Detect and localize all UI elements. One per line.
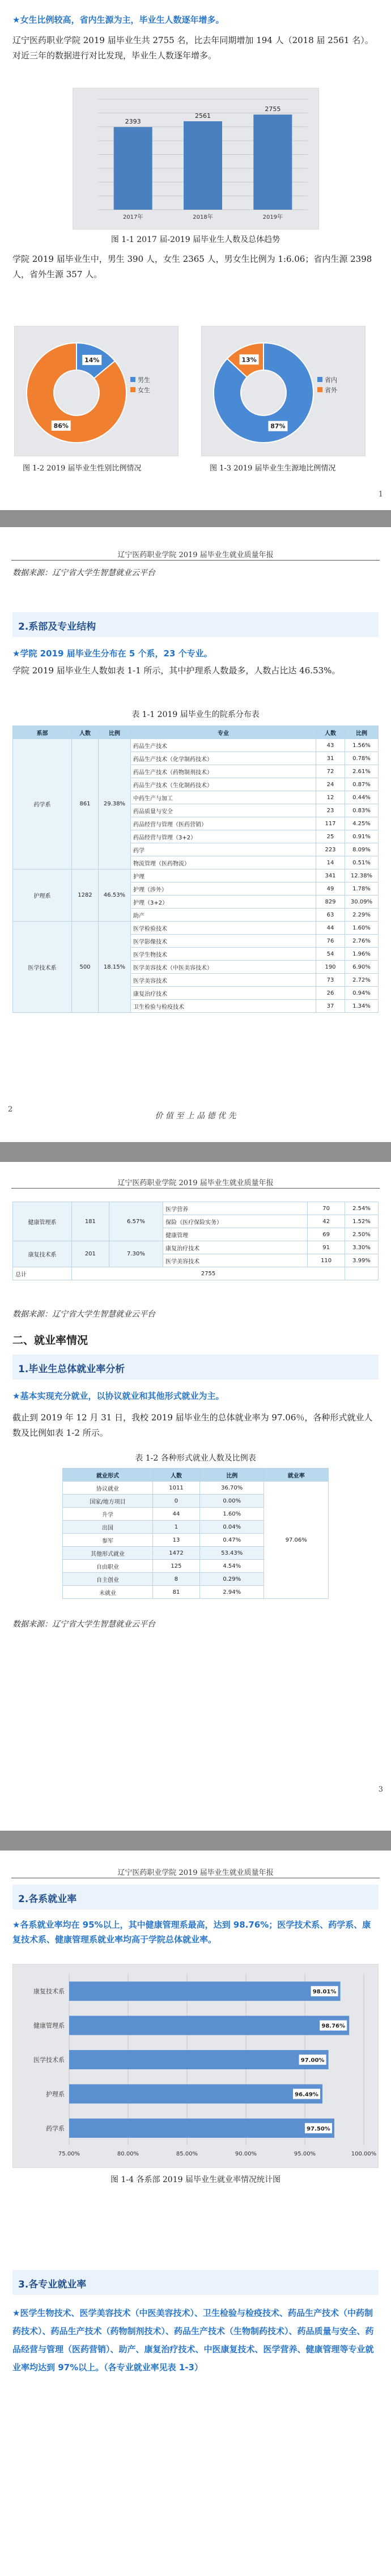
- cell-major: 物流管理（医药物流）: [131, 856, 316, 869]
- cell-major-count: 43: [316, 739, 345, 752]
- school-motto-signature: 价 值 至 上 品 德 优 先: [155, 1111, 236, 1121]
- page-3: [0, 1162, 391, 1831]
- cell-major-count: 37: [316, 1000, 345, 1013]
- table-1-1-caption: 表 1-1 2019 届毕业生的院系分布表: [131, 710, 260, 719]
- cell-count: 181: [72, 1202, 109, 1241]
- cell-count: 1: [153, 1521, 200, 1534]
- cell-ratio: 1.60%: [199, 1508, 264, 1521]
- cell-major: 卫生检验与检疫技术: [131, 1000, 316, 1013]
- cell-count: 500: [72, 922, 99, 1013]
- x-tick-label: 95.00%: [294, 2151, 316, 2157]
- cell-major: 药品质量与安全: [131, 804, 316, 817]
- bar: [69, 2084, 322, 2103]
- total-blank: [345, 1267, 379, 1280]
- cell-count: 1472: [153, 1547, 200, 1560]
- cell-major-ratio: 1.60%: [345, 922, 379, 935]
- dept-table: [12, 725, 379, 1013]
- cell-ratio: 2.94%: [199, 1586, 264, 1599]
- cell-major: 药品生产技术（生化制药技术）: [131, 778, 316, 791]
- cell-major-ratio: 0.91%: [345, 830, 379, 843]
- header-rule: [11, 1188, 380, 1189]
- page-4: [0, 1851, 391, 2576]
- cell-major-count: 110: [308, 1254, 345, 1267]
- x-tick-label: 2018年: [193, 214, 213, 220]
- cell-ratio: 18.15%: [99, 922, 131, 1013]
- x-tick-label: 2019年: [262, 214, 283, 220]
- cell-dept: 康复技术系: [13, 1241, 72, 1267]
- cell-major-count: 49: [316, 882, 345, 896]
- cell-overall-rate: 97.06%: [264, 1482, 329, 1599]
- y-category-label: 康复技术系: [33, 1988, 65, 1996]
- cell-major-count: 223: [316, 843, 345, 856]
- section-title: 2.系部及专业结构: [18, 621, 96, 633]
- page-gap: [0, 510, 391, 527]
- section-title: 2.各系就业率: [18, 1894, 77, 1905]
- overall-paragraph: 截止到 2019 年 12 月 31 日，我校 2019 届毕业生的总体就业率为 97.06％，各种形式就业人数及比例如表 1-2 所示。: [12, 1412, 373, 1438]
- cell-count: 13: [153, 1534, 200, 1547]
- table-row: [13, 922, 379, 935]
- cell-major-count: 91: [308, 1241, 345, 1254]
- cell-major-count: 25: [316, 830, 345, 843]
- slice-label: 13%: [241, 356, 257, 364]
- table-row: [13, 1241, 379, 1254]
- cell-major: 保险（医疗保险实务）: [163, 1215, 308, 1228]
- cell-count: 861: [72, 739, 99, 869]
- cell-ratio: 0.29%: [199, 1573, 264, 1586]
- data-source: 数据来源：辽宁省大学生智慧就业云平台: [12, 1310, 155, 1319]
- cell-ratio: 7.30%: [109, 1241, 163, 1267]
- cell-major-ratio: 1.96%: [345, 948, 379, 961]
- cell-major: 药品生产技术: [131, 739, 316, 752]
- gender-pie-chart: [14, 326, 178, 456]
- th-form: 就业形式: [63, 1469, 153, 1482]
- bar: [184, 121, 222, 210]
- cell-major: 药品生产技术（药物制剂技术）: [131, 765, 316, 778]
- cell-major-ratio: 2.50%: [345, 1228, 379, 1241]
- cell-major-ratio: 6.90%: [345, 961, 379, 974]
- employment-form-table: [62, 1468, 329, 1599]
- cell-major-count: 117: [316, 817, 345, 830]
- cell-major-ratio: 1.56%: [345, 739, 379, 752]
- legend-in-province: 省内: [325, 376, 337, 384]
- cell-count: 125: [153, 1560, 200, 1573]
- section-title: 1.毕业生总体就业率分析: [18, 1364, 125, 1375]
- data-source: 数据来源：辽宁省大学生智慧就业云平台: [12, 1620, 155, 1629]
- cell-major: 医学生物技术: [131, 948, 316, 961]
- cell-dept: 护理系: [13, 869, 72, 922]
- cell-major: 护理: [131, 869, 316, 882]
- bar: [69, 2016, 349, 2035]
- bar-value-label: 96.49%: [295, 2091, 318, 2098]
- cell-major-ratio: 2.76%: [345, 935, 379, 948]
- table-header-row: [13, 726, 379, 739]
- cell-ratio: 0.00%: [199, 1495, 264, 1508]
- table-row: [13, 1202, 379, 1215]
- cell-ratio: 36.70%: [199, 1482, 264, 1495]
- total-label: 总计: [13, 1267, 72, 1280]
- th-major-count: 人数: [316, 726, 345, 739]
- cell-count: 201: [72, 1241, 109, 1267]
- y-category-label: 护理系: [46, 2090, 65, 2098]
- cell-major-count: 72: [316, 765, 345, 778]
- cell-ratio: 46.53%: [99, 869, 131, 922]
- total-value: 2755: [72, 1267, 345, 1280]
- x-tick-label: 75.00%: [58, 2151, 80, 2157]
- page-2: [0, 527, 391, 1142]
- cell-major-ratio: 0.51%: [345, 856, 379, 869]
- cell-count: 81: [153, 1586, 200, 1599]
- cell-form: 参军: [63, 1534, 153, 1547]
- cell-major-count: 44: [316, 922, 345, 935]
- cell-major-ratio: 4.25%: [345, 817, 379, 830]
- dept-highlight: ★学院 2019 届毕业生分布在 5 个系，23 个专业。: [12, 648, 212, 659]
- cell-ratio: 4.54%: [199, 1560, 264, 1573]
- page-number: 3: [378, 1785, 383, 1794]
- cell-major: 医学美容技术（中医美容技术）: [131, 961, 316, 974]
- cell-major: 医学美容技术: [131, 974, 316, 987]
- cell-count: 0: [153, 1495, 200, 1508]
- cell-major: 医学影像技术: [131, 935, 316, 948]
- legend-swatch-in: [317, 377, 322, 382]
- cell-ratio: 0.04%: [199, 1521, 264, 1534]
- bar-value-label: 2561: [195, 112, 211, 120]
- slice-label: 87%: [270, 422, 286, 430]
- cell-major-ratio: 8.09%: [345, 843, 379, 856]
- section-title: 3.各专业就业率: [18, 2279, 87, 2290]
- cell-major: 医学美容技术: [163, 1254, 308, 1267]
- bar: [114, 127, 152, 210]
- legend-out-province: 省外: [325, 387, 337, 394]
- cell-major-ratio: 2.54%: [345, 1202, 379, 1215]
- cell-major-ratio: 3.99%: [345, 1254, 379, 1267]
- cell-major-count: 341: [316, 869, 345, 882]
- page-number: 2: [8, 1105, 13, 1114]
- cell-major-count: 190: [316, 961, 345, 974]
- dept-table-continued: [12, 1202, 379, 1280]
- cell-major-count: 42: [308, 1215, 345, 1228]
- cell-major-ratio: 2.29%: [345, 909, 379, 922]
- running-header: 辽宁医药职业学院 2019 届毕业生就业质量年报: [117, 551, 274, 559]
- cell-major-count: 31: [316, 752, 345, 765]
- cell-major-count: 76: [316, 935, 345, 948]
- cell-major-ratio: 0.83%: [345, 804, 379, 817]
- cell-major-ratio: 0.78%: [345, 752, 379, 765]
- bar-value-label: 97.50%: [307, 2125, 330, 2132]
- bar: [253, 114, 292, 210]
- y-category-label: 医学技术系: [33, 2056, 65, 2064]
- cell-form: 未就业: [63, 1586, 153, 1599]
- figure-1-2-caption: 图 1-2 2019 届毕业生性别比例情况: [23, 464, 142, 473]
- cell-major-ratio: 3.30%: [345, 1241, 379, 1254]
- page-gap: [0, 1142, 391, 1162]
- cell-major-count: 69: [308, 1228, 345, 1241]
- cell-major-count: 23: [316, 804, 345, 817]
- bar-value-label: 98.01%: [312, 1989, 337, 1996]
- cell-form: 出国: [63, 1521, 153, 1534]
- bar-value-label: 2755: [265, 105, 281, 113]
- cell-major-ratio: 12.38%: [345, 869, 379, 882]
- major-rate-highlight: ★医学生物技术、医学美容技术（中医美容技术）、卫生检验与检疫技术、药品生产技术（中药制药技术）、药品生产技术（药物制剂技术）、药品生产技术（生物制药技术）、药品质量与安全、药品经营与管理（医药营销）、助产、康复治疗技术、中医康复技术、医学营养、健康管理等专业就业率均达到 97%以上。（各专业就业率见表 1-3）: [12, 2308, 374, 2373]
- cell-major: 医学营养: [163, 1202, 308, 1215]
- th-ratio: 比例: [99, 726, 131, 739]
- legend-female: 女生: [138, 387, 150, 394]
- graduates-trend-chart: [73, 88, 319, 230]
- cell-major: 中药生产与加工: [131, 791, 316, 804]
- th-rate: 就业率: [264, 1469, 329, 1482]
- th-count: 人数: [72, 726, 99, 739]
- table-row: [63, 1482, 329, 1495]
- cell-major: 护理（3+2）: [131, 896, 316, 909]
- cell-major-count: 12: [316, 791, 345, 804]
- cell-major-ratio: 0.94%: [345, 987, 379, 1000]
- cell-count: 1282: [72, 869, 99, 922]
- x-tick-label: 100.00%: [351, 2151, 377, 2157]
- gender-paragraph: 学院 2019 届毕业生中，男生 390 人，女生 2365 人，男女生比例为 1:6.06；省内生源 2398 人，省外生源 357 人。: [12, 254, 372, 279]
- section-heading-dept-rate: [12, 1885, 379, 1909]
- cell-major-ratio: 2.61%: [345, 765, 379, 778]
- cell-major-count: 26: [316, 987, 345, 1000]
- th-dept: 系部: [13, 726, 72, 739]
- bar-value-label: 2393: [125, 118, 141, 126]
- cell-form: 自由职业: [63, 1560, 153, 1573]
- cell-form: 自主创业: [63, 1573, 153, 1586]
- x-tick-label: 2017年: [122, 214, 143, 220]
- dept-rate-chart: [12, 1964, 379, 2168]
- legend-swatch-out: [317, 387, 322, 392]
- header-rule: [11, 560, 380, 561]
- data-source: 数据来源：辽宁省大学生智慧就业云平台: [12, 568, 155, 578]
- origin-pie-chart: [201, 326, 366, 456]
- cell-major-ratio: 0.87%: [345, 778, 379, 791]
- dept-rate-highlight: ★各系就业率均在 95%以上，其中健康管理系最高，达到 98.76%；医学技术系、药学系、康复技术系、健康管理系就业率均高于学院总体就业率。: [12, 1920, 371, 1945]
- cell-major: 护理（涉外）: [131, 882, 316, 896]
- cell-major-count: 63: [316, 909, 345, 922]
- cell-major-count: 14: [316, 856, 345, 869]
- cell-major-ratio: 1.78%: [345, 882, 379, 896]
- th-ratio: 比例: [199, 1469, 264, 1482]
- figure-1-1-caption: 图 1-1 2017 届-2019 届毕业生人数及总体趋势: [110, 235, 280, 244]
- cell-dept: 健康管理系: [13, 1202, 72, 1241]
- legend-swatch-male: [130, 377, 135, 382]
- total-row: [13, 1267, 379, 1280]
- bar-value-label: 98.76%: [321, 2023, 346, 2030]
- cell-major: 健康管理: [163, 1228, 308, 1241]
- graduates-paragraph: 辽宁医药职业学院 2019 届毕业生共 2755 名，比去年同期增加 194 人（2018 届 2561 名）。对近三年的数据进行对比发现，毕业生人数逐年增多。: [12, 35, 373, 61]
- cell-count: 8: [153, 1573, 200, 1586]
- section-heading-dept: [12, 612, 379, 637]
- cell-major-ratio: 1.34%: [345, 1000, 379, 1013]
- overall-highlight: ★基本实现充分就业，以协议就业和其他形式就业为主。: [12, 1391, 224, 1401]
- gender-origin-highlight: ★女生比例较高，省内生源为主，毕业生人数逐年增多。: [12, 15, 224, 25]
- table-1-2-caption: 表 1-2 各种形式就业人数及比例表: [135, 1454, 256, 1463]
- page-number: 1: [378, 490, 383, 499]
- x-tick-label: 85.00%: [176, 2151, 198, 2157]
- bar: [69, 1981, 341, 2001]
- figure-1-4-caption: 图 1-4 各系部 2019 届毕业生就业率情况统计图: [110, 2175, 280, 2184]
- cell-major: 药品生产技术（化学制药技术）: [131, 752, 316, 765]
- cell-major-count: 829: [316, 896, 345, 909]
- page-gap: [0, 1831, 391, 1851]
- cell-major: 康复治疗技术: [131, 987, 316, 1000]
- cell-count: 44: [153, 1508, 200, 1521]
- th-major-ratio: 比例: [345, 726, 379, 739]
- cell-form: 升学: [63, 1508, 153, 1521]
- bar: [69, 2050, 329, 2069]
- cell-major-ratio: 0.44%: [345, 791, 379, 804]
- y-category-label: 药学系: [46, 2124, 65, 2132]
- cell-dept: 药学系: [13, 739, 72, 869]
- table-row: [13, 739, 379, 752]
- cell-ratio: 53.43%: [199, 1547, 264, 1560]
- legend-swatch-female: [130, 387, 135, 392]
- cell-major-count: 24: [316, 778, 345, 791]
- cell-major: 医学检验技术: [131, 922, 316, 935]
- table-row: [13, 869, 379, 882]
- x-tick-label: 90.00%: [235, 2151, 257, 2157]
- cell-major-count: 70: [308, 1202, 345, 1215]
- slice-label: 86%: [53, 422, 69, 430]
- cell-major: 康复治疗技术: [163, 1241, 308, 1254]
- cell-major: 药品经营与管理（医药营销）: [131, 817, 316, 830]
- section-heading-overall: [12, 1355, 379, 1380]
- cell-major-count: 54: [316, 948, 345, 961]
- cell-major-ratio: 30.09%: [345, 896, 379, 909]
- cell-major: 药品经营与管理（3+2）: [131, 830, 316, 843]
- figure-1-3-caption: 图 1-3 2019 届毕业生生源地比例情况: [210, 464, 336, 473]
- cell-ratio: 29.38%: [99, 739, 131, 869]
- running-header: 辽宁医药职业学院 2019 届毕业生就业质量年报: [117, 1179, 274, 1187]
- table-header-row: [63, 1469, 329, 1482]
- y-category-label: 健康管理系: [33, 2022, 65, 2030]
- cell-form: 协议就业: [63, 1482, 153, 1495]
- th-count: 人数: [153, 1469, 200, 1482]
- bar: [69, 2119, 334, 2138]
- legend-male: 男生: [138, 376, 150, 384]
- cell-major-ratio: 2.72%: [345, 974, 379, 987]
- running-header: 辽宁医药职业学院 2019 届毕业生就业质量年报: [117, 1869, 274, 1877]
- cell-major: 药学: [131, 843, 316, 856]
- slice-label: 14%: [84, 357, 100, 364]
- cell-form: 国家/地方项目: [63, 1495, 153, 1508]
- bar-value-label: 97.00%: [300, 2057, 325, 2064]
- x-tick-label: 80.00%: [117, 2151, 139, 2157]
- chapter-heading: 二、就业率情况: [12, 1334, 88, 1347]
- cell-form: 其他形式就业: [63, 1547, 153, 1560]
- cell-major-ratio: 1.52%: [345, 1215, 379, 1228]
- cell-major: 助产: [131, 909, 316, 922]
- dept-paragraph: 学院 2019 届毕业生人数如表 1-1 所示，其中护理系人数最多，人数占比达 46.53%。: [12, 665, 341, 676]
- cell-major-count: 73: [316, 974, 345, 987]
- cell-count: 1011: [153, 1482, 200, 1495]
- cell-ratio: 0.47%: [199, 1534, 264, 1547]
- th-major: 专业: [131, 726, 316, 739]
- section-heading-major-rate: [12, 2270, 379, 2295]
- cell-ratio: 6.57%: [109, 1202, 163, 1241]
- cell-dept: 医学技术系: [13, 922, 72, 1013]
